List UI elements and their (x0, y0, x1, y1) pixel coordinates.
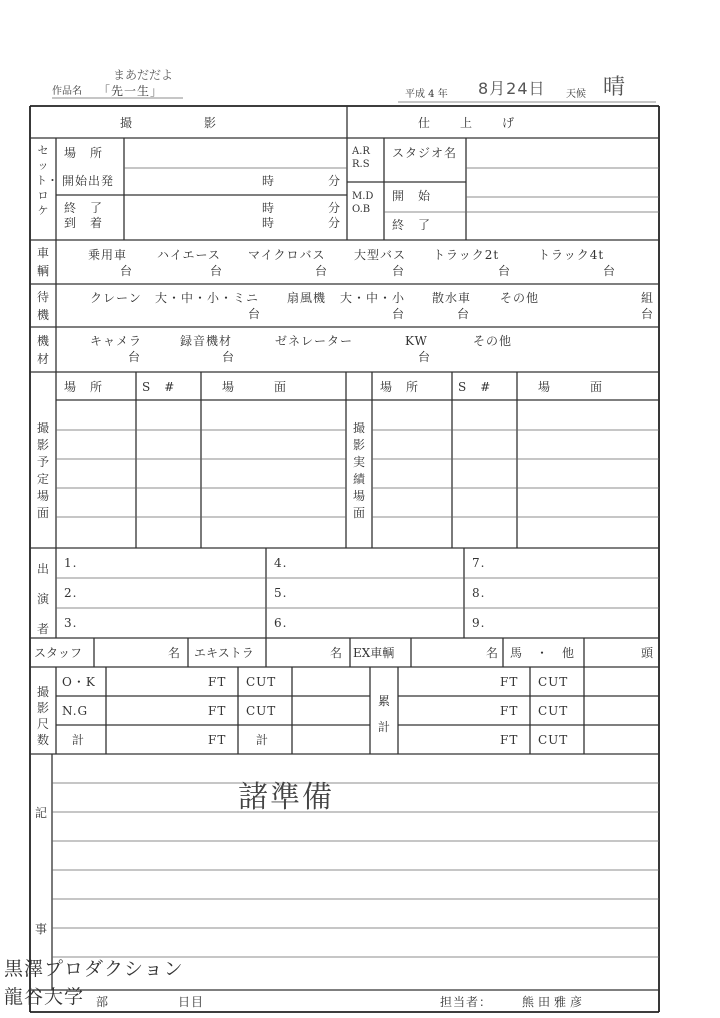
unit: 台 (128, 350, 142, 364)
standby-other: その他 (500, 291, 540, 305)
actual-scenes-label: 撮影実績場面 (352, 421, 365, 520)
equipment-camera: キャメラ (90, 334, 143, 348)
unit: 台 (392, 264, 406, 278)
standby-label: 待機 (36, 290, 49, 322)
watermark-line2: 龍谷大学 (4, 986, 85, 1008)
cut-unit: CUT (246, 704, 277, 718)
col-scene-number: S # (142, 380, 176, 394)
standby-fan-size: 大・中・小 (340, 291, 406, 305)
cast-number: 1. (64, 556, 78, 570)
footer-dept: 部 (96, 995, 110, 1009)
cast-number: 7. (472, 556, 486, 570)
title-handwritten: まあだだよ (113, 68, 174, 82)
cumulative-label: 累計 (377, 694, 390, 734)
end-label: 終 了 (64, 201, 104, 215)
cast-number: 4. (274, 556, 288, 570)
cast-label: 出演者 (36, 562, 49, 636)
unit: 台 (392, 307, 406, 321)
title-value: 「先一生」 (98, 84, 164, 98)
footer-day: 日目 (178, 995, 205, 1009)
date-era-label: 平成 4 年 (405, 89, 448, 100)
weather-value: 晴 (603, 75, 627, 100)
notes-handwritten: 諸準備 (238, 780, 334, 815)
footer-person-label: 担当者： (440, 995, 493, 1009)
unit: 台 (248, 307, 262, 321)
ft-unit: FT (208, 675, 227, 689)
ft-unit: FT (500, 733, 519, 747)
start-hour-label: 時 (262, 174, 276, 188)
cut-unit: CUT (538, 704, 569, 718)
col-scene: 場 面 (538, 380, 604, 394)
place-label: 場 所 (64, 146, 104, 160)
cast-number: 3. (64, 616, 78, 630)
total-label: 計 (72, 733, 86, 747)
col-scene-number: S # (458, 380, 492, 394)
planned-scenes-label: 撮影予定場面 (36, 421, 49, 520)
col-scene: 場 面 (222, 380, 288, 394)
md-ob-label: M.D O.B (352, 191, 374, 215)
arrive-minute-label: 分 (328, 216, 342, 230)
cut-total: 計 (256, 733, 270, 747)
start-depart-label: 開始出発 (62, 174, 115, 188)
cut-unit: CUT (538, 733, 569, 747)
footage-label: 撮影尺数 (36, 685, 49, 747)
horse-label: 馬 ・ 他 (510, 646, 576, 660)
notes-label-bottom: 事 (35, 922, 49, 936)
unit: 台 (641, 307, 655, 321)
date-value: 8月24日 (478, 79, 546, 98)
vehicle-truck2: トラック2t (433, 248, 500, 262)
cast-number: 5. (274, 586, 288, 600)
unit: 台 (120, 264, 134, 278)
standby-crane-size: 大・中・小・ミニ (155, 291, 260, 305)
staff-name-unit: 名 (168, 646, 182, 660)
standby-fan: 扇風機 (287, 291, 327, 305)
unit: 台 (210, 264, 224, 278)
unit: 台 (418, 350, 432, 364)
arrive-label: 到 着 (64, 216, 104, 230)
head-unit: 頭 (641, 646, 655, 660)
equipment-generator: ゼネレーター (275, 334, 354, 348)
ft-unit: FT (500, 675, 519, 689)
equipment-sound: 録音機材 (180, 334, 233, 348)
start-time-label: 開 始 (392, 189, 432, 203)
ft-unit: FT (500, 704, 519, 718)
ex-car-label: EX車輌 (353, 646, 395, 660)
footer-person: 熊田雅彦 (522, 995, 587, 1009)
vehicle-bus: 大型バス (354, 248, 407, 262)
unit: 台 (457, 307, 471, 321)
title-label: 作品名 (52, 86, 82, 97)
col-place: 場 所 (380, 380, 420, 394)
cut-unit: CUT (246, 675, 277, 689)
finishing-header: 仕 上 げ (418, 116, 517, 130)
notes-label-top: 記 (35, 806, 49, 820)
cut-unit: CUT (538, 675, 569, 689)
shooting-header: 撮 影 (120, 116, 219, 130)
ok-label: O・K (62, 675, 96, 689)
ex-car-name-unit: 名 (486, 646, 500, 660)
equipment-label: 機材 (36, 334, 49, 366)
cast-number: 2. (64, 586, 78, 600)
studio-name-label: スタジオ名 (392, 146, 458, 160)
group-unit: 組 (641, 291, 655, 305)
cast-number: 9. (472, 616, 486, 630)
vehicle-hiace: ハイエース (157, 248, 221, 262)
unit: 台 (315, 264, 329, 278)
cast-number: 8. (472, 586, 486, 600)
unit: 台 (498, 264, 512, 278)
vehicle-truck4: トラック4t (538, 248, 605, 262)
unit: 台 (603, 264, 617, 278)
ng-label: N.G (62, 704, 89, 718)
set-loc-label: セット・ロケ (36, 144, 58, 217)
arrive-hour-label: 時 (262, 216, 276, 230)
finish-time-label: 終 了 (392, 218, 432, 232)
standby-crane: クレーン (90, 291, 142, 305)
ft-unit: FT (208, 733, 227, 747)
unit: 台 (222, 350, 236, 364)
start-minute-label: 分 (328, 174, 342, 188)
vehicle-car: 乗用車 (88, 248, 128, 262)
col-place: 場 所 (64, 380, 104, 394)
ar-rs-label: A.R R.S (352, 146, 370, 170)
extra-label: エキストラ (194, 646, 254, 660)
equipment-other: その他 (473, 334, 513, 348)
end-hour-label: 時 (262, 201, 276, 215)
ft-unit: FT (208, 704, 227, 718)
weather-label: 天候 (566, 89, 586, 100)
cast-number: 6. (274, 616, 288, 630)
standby-water-truck: 散水車 (432, 291, 472, 305)
end-minute-label: 分 (328, 201, 342, 215)
equipment-kw: KW (405, 334, 428, 348)
vehicle-microbus: マイクロバス (248, 248, 326, 262)
staff-label: スタッフ (34, 646, 83, 660)
watermark-line1: 黒澤プロダクション (4, 958, 184, 980)
extra-name-unit: 名 (330, 646, 344, 660)
vehicles-label: 車輌 (36, 246, 49, 278)
